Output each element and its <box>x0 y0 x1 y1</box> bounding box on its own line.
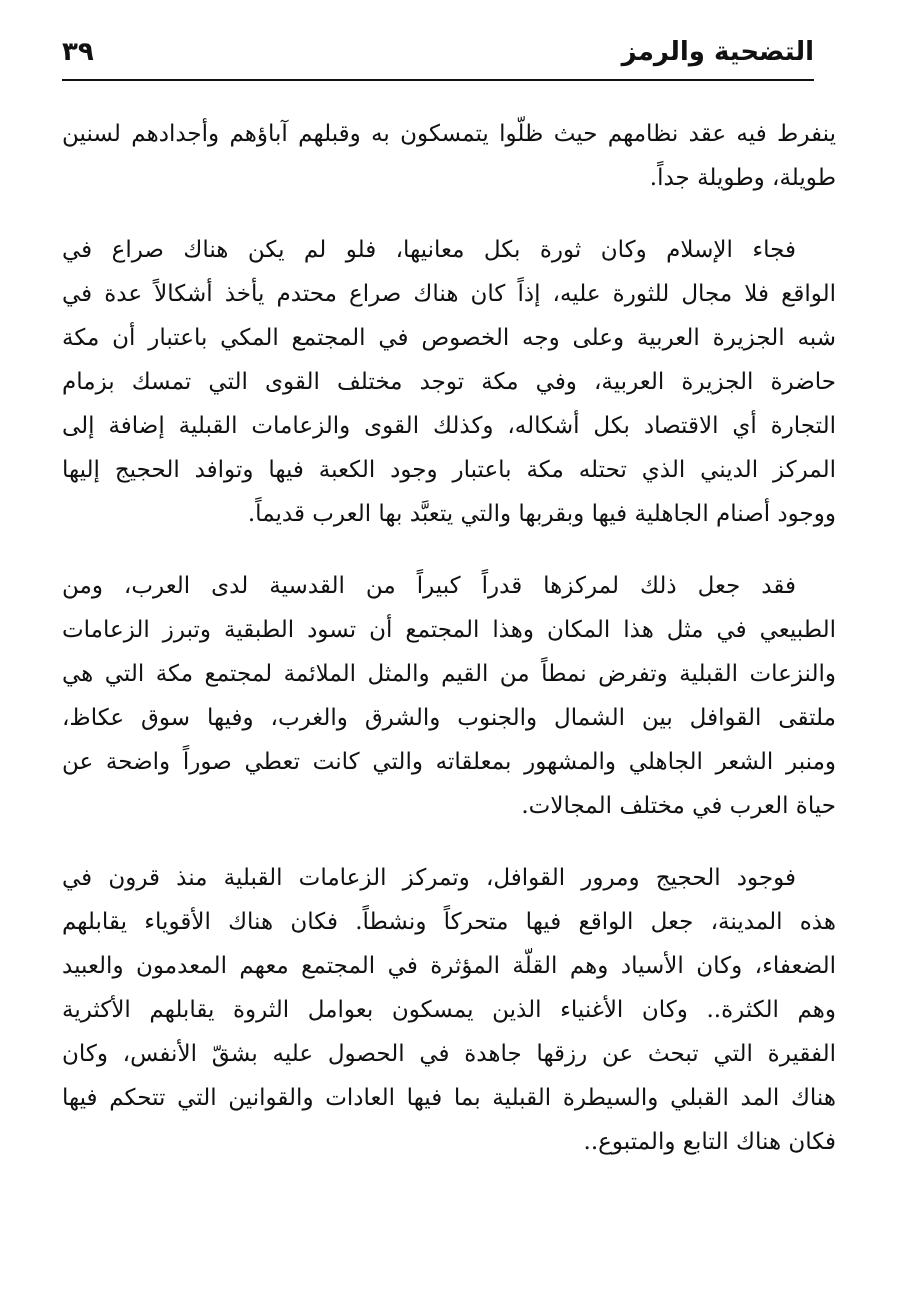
text-line: والنزعات القبلية وتفرض نمطاً من القيم والمثل الملائمة لمجتمع مكة التي هي <box>62 661 836 687</box>
page-body <box>62 112 836 1192</box>
running-header <box>62 28 814 76</box>
text-line: هناك المد القبلي والسيطرة القبلية بما فيها العادات والقوانين التي تتحكم فيها <box>62 1085 836 1111</box>
text-line: الواقع فلا مجال للثورة عليه، إذاً كان هناك صراع محتدم يأخذ أشكالاً عدة في <box>62 281 836 307</box>
text-line: التجارة أي الاقتصاد بكل أشكاله، وكذلك القوى والزعامات القبلية إضافة إلى <box>62 413 836 439</box>
text-line: الضعفاء، وكان الأسياد وهم القلّة المؤثرة في المجتمع معهم المعدمون والعبيد <box>62 953 836 979</box>
text-line: حياة العرب في مختلف المجالات. <box>521 793 836 819</box>
paragraph-1 <box>62 112 836 200</box>
text-line: وهم الكثرة.. وكان الأغنياء الذين يمسكون بعوامل الثروة يقابلهم الأكثرية <box>62 997 836 1023</box>
text-line: شبه الجزيرة العربية وعلى وجه الخصوص في المجتمع المكي باعتبار أن مكة <box>62 325 836 351</box>
page-number: ٣٩ <box>62 37 94 67</box>
paragraph-2 <box>62 228 836 536</box>
text-line: هذه المدينة، جعل الواقع فيها متحركاً ونشطاً. فكان هناك الأقوياء يقابلهم <box>62 909 836 935</box>
text-line: فوجود الحجيج ومرور القوافل، وتمركز الزعامات القبلية منذ قرون في <box>62 865 796 891</box>
text-line: فقد جعل ذلك لمركزها قدراً كبيراً من القدسية لدى العرب، ومن <box>62 573 796 599</box>
text-line: الطبيعي في مثل هذا المكان وهذا المجتمع أن تسود الطبقية وتبرز الزعامات <box>62 617 836 643</box>
paragraph-3 <box>62 564 836 828</box>
header-rule <box>62 79 814 81</box>
text-line: ووجود أصنام الجاهلية فيها وبقربها والتي يتعبَّد بها العرب قديماً. <box>247 501 836 527</box>
text-line: ملتقى القوافل بين الشمال والجنوب والشرق والغرب، وفيها سوق عكاظ، <box>62 705 836 731</box>
text-line: فكان هناك التابع والمتبوع.. <box>583 1129 836 1155</box>
text-line: ينفرط فيه عقد نظامهم حيث ظلّوا يتمسكون به وقبلهم آباؤهم وأجدادهم لسنين <box>62 121 836 147</box>
text-line: طويلة، وطويلة جداً. <box>649 165 836 191</box>
paragraph-4 <box>62 856 836 1164</box>
text-line: المركز الديني الذي تحتله مكة باعتبار وجود الكعبة فيها وتوافد الحجيج إليها <box>62 457 836 483</box>
text-line: الفقيرة التي تبحث عن رزقها جاهدة في الحصول عليه بشقّ الأنفس، وكان <box>62 1041 836 1067</box>
text-line: فجاء الإسلام وكان ثورة بكل معانيها، فلو لم يكن هناك صراع في <box>62 237 796 263</box>
text-line: ومنبر الشعر الجاهلي والمشهور بمعلقاته والتي كانت تعطي صوراً واضحة عن <box>62 749 836 775</box>
running-title: التضحية والرمز <box>621 37 814 67</box>
text-line: حاضرة الجزيرة العربية، وفي مكة توجد مختلف القوى التي تمسك بزمام <box>62 369 836 395</box>
